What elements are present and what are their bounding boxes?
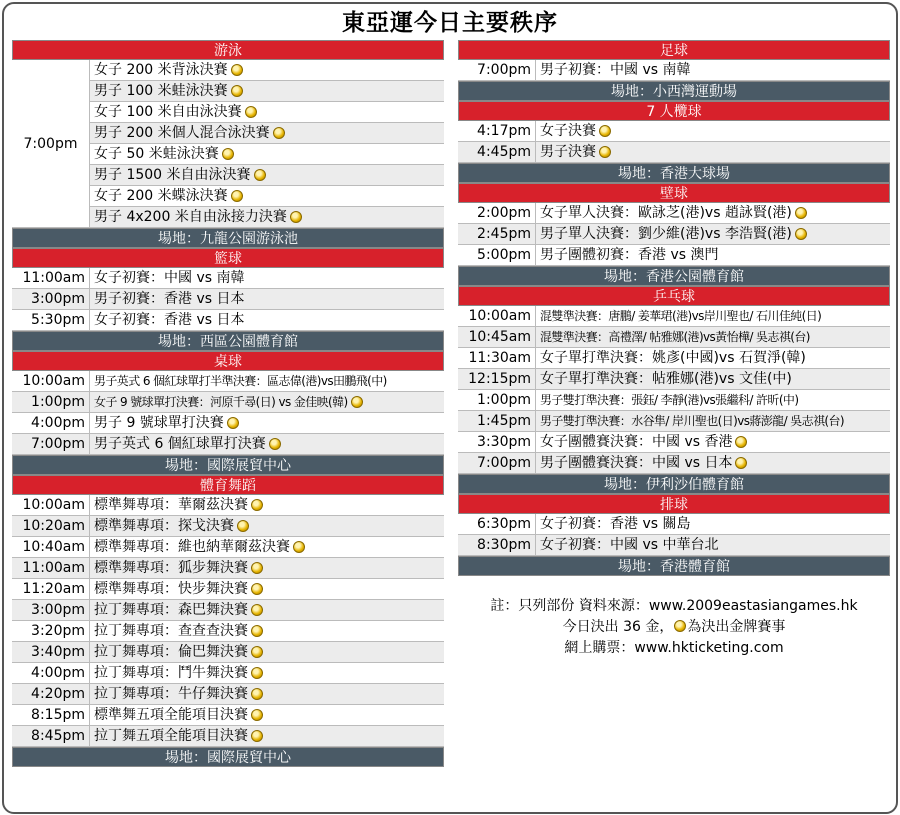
event-name: 男子 9 號球單打決賽 <box>94 415 224 431</box>
event-time: 4:00pm <box>12 413 90 433</box>
schedule-row <box>12 558 444 579</box>
schedule-row <box>458 203 890 224</box>
schedule-row <box>12 310 444 331</box>
schedule-row <box>12 413 444 434</box>
event-name: 男子團體初賽：香港 vs 澳門 <box>540 247 719 263</box>
venue-football: 場地：小西灣運動場 <box>458 81 890 101</box>
gold-medal-icon <box>222 148 234 160</box>
event-name: 男子 200 米個人混合泳決賽 <box>94 125 270 141</box>
schedule-row <box>12 434 444 455</box>
schedule-row <box>458 453 890 474</box>
event-time: 1:45pm <box>458 411 536 431</box>
event-time: 8:15pm <box>12 705 90 725</box>
schedule-row <box>458 411 890 432</box>
event-time: 10:00am <box>12 371 90 391</box>
event-name: 女子初賽：香港 vs 日本 <box>94 312 245 328</box>
event-name: 女子 100 米自由泳決賽 <box>94 104 242 120</box>
event-time: 8:30pm <box>458 535 536 555</box>
event-time: 7:00pm <box>458 60 536 80</box>
schedule-row <box>458 327 890 348</box>
event-time: 6:30pm <box>458 514 536 534</box>
gold-medal-icon <box>251 709 263 721</box>
billiards-rows <box>12 371 444 455</box>
event-name: 標準舞專項：探戈決賽 <box>94 518 234 534</box>
section-header-football: 足球 <box>458 40 890 60</box>
event-cell <box>90 60 444 80</box>
event-time: 3:40pm <box>12 642 90 662</box>
gold-medal-icon <box>231 190 243 202</box>
event-time: 3:30pm <box>458 432 536 452</box>
page-title: 東亞運今日主要秩序 <box>342 10 558 36</box>
event-time: 2:45pm <box>458 224 536 244</box>
gold-medal-icon <box>251 562 263 574</box>
event-time: 3:00pm <box>12 600 90 620</box>
schedule-row <box>12 600 444 621</box>
gold-medal-icon <box>251 583 263 595</box>
event-cell <box>90 684 444 704</box>
event-time: 10:45am <box>458 327 536 347</box>
schedule-row <box>458 390 890 411</box>
swimming-events <box>90 60 444 228</box>
event-name: 拉丁舞五項全能項目決賽 <box>94 728 248 744</box>
event-cell <box>90 289 444 309</box>
event-cell <box>536 60 890 80</box>
schedule-row <box>12 537 444 558</box>
section-header-rugby: 7 人欖球 <box>458 101 890 121</box>
gold-medal-icon <box>273 127 285 139</box>
event-cell <box>536 327 890 347</box>
schedule-row <box>458 348 890 369</box>
event-time: 10:00am <box>458 306 536 326</box>
footnote-ticketing: 網上購票：www.hkticketing.com <box>564 640 784 656</box>
schedule-row <box>458 369 890 390</box>
event-name: 女子 200 米蝶泳決賽 <box>94 188 228 204</box>
event-cell <box>536 453 890 473</box>
schedule-row <box>90 186 444 207</box>
gold-medal-icon <box>351 396 363 408</box>
event-name: 女子團體賽決賽：中國 vs 香港 <box>540 434 733 450</box>
event-cell <box>90 705 444 725</box>
swimming-block <box>12 60 444 228</box>
event-name: 男子單人決賽：劉少維(港)vs 李浩賢(港) <box>540 226 792 242</box>
event-cell <box>90 726 444 746</box>
event-name: 混雙準決賽：唐鵬/ 姜華珺(港)vs岸川聖也/ 石川佳純(日) <box>540 309 822 323</box>
event-name: 女子初賽：中國 vs 中華台北 <box>540 537 719 553</box>
venue-rugby: 場地：香港大球場 <box>458 163 890 183</box>
gold-medal-icon <box>251 604 263 616</box>
venue-basketball: 場地：西區公園體育館 <box>12 331 444 351</box>
schedule-row <box>458 60 890 81</box>
gold-medal-icon <box>269 438 281 450</box>
event-cell <box>536 306 890 326</box>
event-time: 4:20pm <box>12 684 90 704</box>
event-time: 8:45pm <box>12 726 90 746</box>
gold-medal-icon <box>254 169 266 181</box>
gold-medal-icon <box>251 499 263 511</box>
left-column <box>12 40 444 767</box>
schedule-row <box>90 60 444 81</box>
event-time: 1:00pm <box>12 392 90 412</box>
event-name: 拉丁舞專項：牛仔舞決賽 <box>94 686 248 702</box>
event-time: 4:17pm <box>458 121 536 141</box>
event-name: 拉丁舞專項：森巴舞決賽 <box>94 602 248 618</box>
gold-medal-icon <box>251 730 263 742</box>
schedule-row <box>458 432 890 453</box>
gold-medal-icon <box>237 520 249 532</box>
event-name: 標準舞專項：維也納華爾茲決賽 <box>94 539 290 555</box>
event-name: 男子 1500 米自由泳決賽 <box>94 167 251 183</box>
footnote <box>458 596 890 659</box>
event-cell <box>90 102 444 122</box>
gold-medal-icon <box>227 417 239 429</box>
event-cell <box>536 142 890 162</box>
schedule-row <box>12 726 444 747</box>
event-time: 11:00am <box>12 558 90 578</box>
tabletennis-rows <box>458 306 890 474</box>
section-header-basketball: 籃球 <box>12 248 444 268</box>
event-cell <box>536 224 890 244</box>
dance-rows <box>12 495 444 747</box>
gold-medal-icon <box>293 541 305 553</box>
event-cell <box>90 642 444 662</box>
gold-medal-icon <box>251 688 263 700</box>
event-cell <box>536 348 890 368</box>
event-cell <box>536 432 890 452</box>
football-rows <box>458 60 890 81</box>
event-name: 拉丁舞專項：鬥牛舞決賽 <box>94 665 248 681</box>
event-time: 5:00pm <box>458 245 536 265</box>
schedule-row <box>90 123 444 144</box>
event-name: 男子初賽：香港 vs 日本 <box>94 291 245 307</box>
event-time: 11:00am <box>12 268 90 288</box>
event-cell <box>536 203 890 223</box>
section-header-squash: 壁球 <box>458 183 890 203</box>
event-name: 標準舞五項全能項目決賽 <box>94 707 248 723</box>
event-name: 女子單打準決賽：姚彥(中國)vs 石賀淨(韓) <box>540 350 806 366</box>
squash-rows <box>458 203 890 266</box>
event-name: 男子 4x200 米自由泳接力決賽 <box>94 209 287 225</box>
event-cell <box>90 413 444 433</box>
event-time: 12:15pm <box>458 369 536 389</box>
event-time: 4:00pm <box>12 663 90 683</box>
event-cell <box>90 186 444 206</box>
event-cell <box>536 514 890 534</box>
gold-medal-icon <box>674 620 686 632</box>
section-header-billiards: 桌球 <box>12 351 444 371</box>
event-name: 女子 50 米蛙泳決賽 <box>94 146 219 162</box>
event-name: 男子決賽 <box>540 144 596 160</box>
event-cell <box>90 371 444 391</box>
schedule-row <box>90 102 444 123</box>
schedule-row <box>458 224 890 245</box>
event-cell <box>90 495 444 515</box>
footnote-gold-count <box>458 617 890 638</box>
schedule-row <box>12 621 444 642</box>
gold-medal-icon <box>795 207 807 219</box>
gold-medal-icon <box>251 625 263 637</box>
event-time: 10:00am <box>12 495 90 515</box>
gold-medal-icon <box>231 85 243 97</box>
event-name: 女子 200 米背泳決賽 <box>94 62 228 78</box>
schedule-row <box>12 392 444 413</box>
event-time: 1:00pm <box>458 390 536 410</box>
schedule-row <box>12 516 444 537</box>
footnote-gold-legend: 為決出金牌賽事 <box>687 619 786 635</box>
event-cell <box>90 600 444 620</box>
event-cell <box>90 663 444 683</box>
footnote-source: 註：只列部份 資料來源：www.2009eastasiangames.hk <box>490 598 858 614</box>
event-name: 男子初賽：中國 vs 南韓 <box>540 62 691 78</box>
event-cell <box>536 245 890 265</box>
event-cell <box>90 207 444 227</box>
schedule-row <box>12 371 444 392</box>
event-time: 11:20am <box>12 579 90 599</box>
venue-billiards: 場地：國際展貿中心 <box>12 455 444 475</box>
event-name: 男子 100 米蛙泳決賽 <box>94 83 228 99</box>
rugby-rows <box>458 121 890 163</box>
event-time: 10:20am <box>12 516 90 536</box>
event-time: 7:00pm <box>458 453 536 473</box>
event-cell <box>90 434 444 454</box>
event-cell <box>536 411 890 431</box>
schedule-row <box>458 535 890 556</box>
event-time: 10:40am <box>12 537 90 557</box>
event-time: 3:00pm <box>12 289 90 309</box>
gold-medal-icon <box>599 146 611 158</box>
event-cell <box>90 81 444 101</box>
venue-volleyball: 場地：香港體育館 <box>458 556 890 576</box>
event-cell <box>90 537 444 557</box>
venue-squash: 場地：香港公園體育館 <box>458 266 890 286</box>
schedule-row <box>12 684 444 705</box>
event-time: 11:30am <box>458 348 536 368</box>
volleyball-rows <box>458 514 890 556</box>
venue-dance: 場地：國際展貿中心 <box>12 747 444 767</box>
event-name: 標準舞專項：華爾茲決賽 <box>94 497 248 513</box>
schedule-row <box>458 514 890 535</box>
section-header-volleyball: 排球 <box>458 494 890 514</box>
event-cell <box>536 369 890 389</box>
event-time: 3:20pm <box>12 621 90 641</box>
gold-medal-icon <box>245 106 257 118</box>
gold-medal-icon <box>735 436 747 448</box>
schedule-row <box>12 642 444 663</box>
event-cell <box>90 268 444 288</box>
event-name: 標準舞專項：快步舞決賽 <box>94 581 248 597</box>
event-name: 拉丁舞專項：查查查決賽 <box>94 623 248 639</box>
event-cell <box>90 123 444 143</box>
basketball-rows <box>12 268 444 331</box>
gold-medal-icon <box>735 457 747 469</box>
event-name: 男子雙打準決賽：張鈺/ 李靜(港)vs張繼科/ 許昕(中) <box>540 393 799 407</box>
venue-swimming: 場地：九龍公園游泳池 <box>12 228 444 248</box>
schedule-row <box>90 207 444 228</box>
event-name: 男子英式 6 個紅球單打決賽 <box>94 436 266 452</box>
gold-medal-icon <box>290 211 302 223</box>
footnote-gold-count-text: 今日決出 36 金， <box>562 619 674 635</box>
event-name: 女子單人決賽：歐詠芝(港)vs 趙詠賢(港) <box>540 205 792 221</box>
event-name: 女子單打準決賽：帖雅娜(港)vs 文佳(中) <box>540 371 792 387</box>
venue-tabletennis: 場地：伊利沙伯體育館 <box>458 474 890 494</box>
event-cell <box>536 535 890 555</box>
event-cell <box>90 621 444 641</box>
schedule-row <box>12 705 444 726</box>
schedule-row <box>12 579 444 600</box>
section-header-swimming: 游泳 <box>12 40 444 60</box>
event-cell <box>90 165 444 185</box>
event-name: 男子英式 6 個紅球單打半準決賽：區志偉(港)vs田鵬飛(中) <box>94 374 387 388</box>
event-time: 2:00pm <box>458 203 536 223</box>
gold-medal-icon <box>599 125 611 137</box>
event-cell <box>90 558 444 578</box>
gold-medal-icon <box>795 228 807 240</box>
schedule-row <box>12 268 444 289</box>
schedule-row <box>458 121 890 142</box>
schedule-row <box>12 663 444 684</box>
event-name: 男子雙打準決賽：水谷隼/ 岸川聖也(日)vs蔣澎龍/ 吳志祺(台) <box>540 414 844 428</box>
event-cell <box>90 310 444 330</box>
event-name: 女子初賽：中國 vs 南韓 <box>94 270 245 286</box>
gold-medal-icon <box>231 64 243 76</box>
section-header-tabletennis: 乒乓球 <box>458 286 890 306</box>
event-name: 混雙準決賽：高禮澤/ 帖雅娜(港)vs黃怡樺/ 吳志祺(台) <box>540 330 810 344</box>
event-name: 女子 9 號球單打決賽：河原千尋(日) vs 金佳映(韓) <box>94 395 348 409</box>
gold-medal-icon <box>251 646 263 658</box>
schedule-row <box>458 306 890 327</box>
event-name: 女子初賽：香港 vs 關島 <box>540 516 691 532</box>
gold-medal-icon <box>251 667 263 679</box>
event-cell <box>90 144 444 164</box>
event-time: 4:45pm <box>458 142 536 162</box>
event-cell <box>536 121 890 141</box>
schedule-row <box>458 142 890 163</box>
schedule-row <box>12 289 444 310</box>
swimming-time: 7:00pm <box>12 60 90 228</box>
schedule-row <box>458 245 890 266</box>
event-name: 女子決賽 <box>540 123 596 139</box>
event-name: 男子團體賽決賽：中國 vs 日本 <box>540 455 733 471</box>
right-column <box>458 40 890 659</box>
schedule-row <box>90 165 444 186</box>
event-name: 拉丁舞專項：倫巴舞決賽 <box>94 644 248 660</box>
event-cell <box>536 390 890 410</box>
schedule-row <box>12 495 444 516</box>
event-time: 5:30pm <box>12 310 90 330</box>
event-name: 標準舞專項：狐步舞決賽 <box>94 560 248 576</box>
event-cell <box>90 579 444 599</box>
section-header-dance: 體育舞蹈 <box>12 475 444 495</box>
event-cell <box>90 392 444 412</box>
event-time: 7:00pm <box>12 434 90 454</box>
event-cell <box>90 516 444 536</box>
schedule-row <box>90 144 444 165</box>
schedule-row <box>90 81 444 102</box>
